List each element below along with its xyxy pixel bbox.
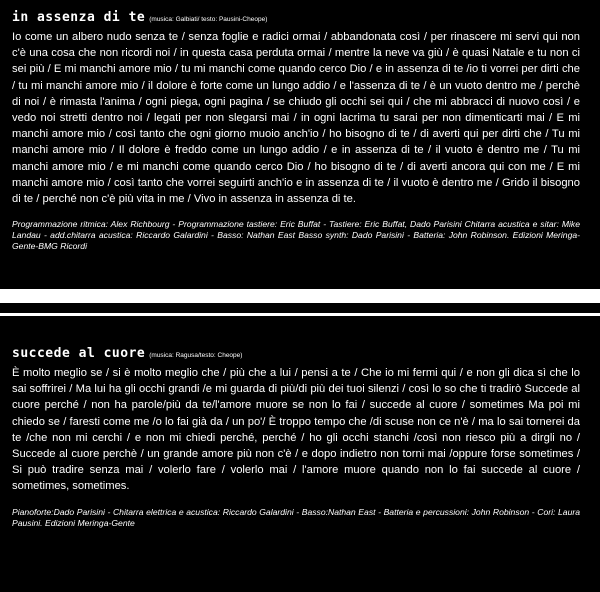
song-section-succede-al-cuore — [12, 346, 580, 529]
song-title: succede al cuore — [12, 346, 146, 361]
divider-band-black — [0, 303, 600, 313]
song-personnel-notes: Pianoforte:Dado Parisini - Chitarra elettrica e acustica: Riccardo Galardini - Basso:Nathan East - Batteria e percussioni: John Robinson - Cori: Laura Pausini. Edizioni Meringa-Gente — [12, 506, 580, 528]
song-credit: (musica: Ragusa/testo: Cheope) — [149, 352, 243, 359]
song-header — [12, 10, 580, 25]
divider-band-white — [0, 289, 600, 303]
song-personnel-notes: Programmazione ritmica: Alex Richbourg - Programmazione tastiere: Eric Buffat - Tastiere: Eric Buffat, Dado Parisini Chitarra acustica e sitar: Mike Landau - add.chitarra acustica: Riccardo Galardini - Basso: Nathan East Basso synth: Dado Parisini - Batteria: John Robinson. Edizioni Meringa-Gente-BMG Ricordi — [12, 219, 580, 252]
song-lyrics: Io come un albero nudo senza te / senza foglie e radici ormai / abbandonata così / per rinascere mi servi qui non c'è una cosa che non ricordi noi / in questa casa perduta ormai / mentre la neve va giù / è quasi Natale e tu non ci sei più / E mi manchi amore mio / tu mi manchi come quando cerco Dio / e in assenza di te /io ti vorrei per dirti che / tu mi manchi amore mio / il dolore è forte come un lungo addio / e l'assenza di te / è un vuoto dentro me / perchè di noi / è rimasta l'anima / ogni piega, ogni pagina / se chiudo gli occhi sei qui / che mi abbracci di nuovo così / e vedo noi stretti dentro noi / legati per non slegarsi mai / in ogni lacrima tu sarai per non dimenticarti mai / E mi manchi amore mio / così tanto che ogni giorno muoio anch'io / ho bisogno di te / di averti qui per dirti che / Tu mi manchi amore mio / Il dolore è freddo come un lungo addio / e in assenza di te / il vuoto è dentro me / Tu mi manchi amore mio / e mi manchi come quando cerco Dio / ho bisogno di te / di averti ancora qui con me / E mi manchi amore mio / così tanto che vorrei seguirti anch'io e in assenza di te / il vuoto è dentro me / Grido il bisogno di te / perché non c'è più vita in me / Vivo in assenza in assenza di te. — [12, 31, 580, 206]
song-section-in-assenza-di-te — [12, 10, 580, 252]
song-header — [12, 346, 580, 361]
song-lyrics: È molto meglio se / si è molto meglio che / più che a lui / pensi a te / Che io mi fermi qui / e non gli dica sì che lo sai soffrirei / Ma lui ha gli occhi grandi /e mi guarda di più/di più dei tuoi silenzi / così lo so che ti tradirò Succede al cuore perché / non ha parole/più da te/l'amore muore se non lo fai / succede al cuore / sometimes Ma poi mi chiedo se / faresti come me /o lo fai già da / un po'/ È troppo tempo che /di scuse non ce n'è / ma lo sai tornerei da te /che non mi cerchi / e non mi chiedi perché, perché / ho gli occhi stanchi /così non riesco più a dirgli no / Succede al cuore perchè / un grande amore più non c'è / e dopo indietro non torni mai /oppure forse sometimes / Si può tradire senza mai / volerlo fare / volerlo mai / l'amore muore quando non lo fai succede al cuore / sometimes, sometimes. — [12, 367, 580, 493]
song-credit: (musica: Galbiati/ testo: Pausini-Cheope) — [149, 16, 268, 23]
divider-line-white — [0, 313, 600, 316]
song-title: in assenza di te — [12, 10, 146, 25]
